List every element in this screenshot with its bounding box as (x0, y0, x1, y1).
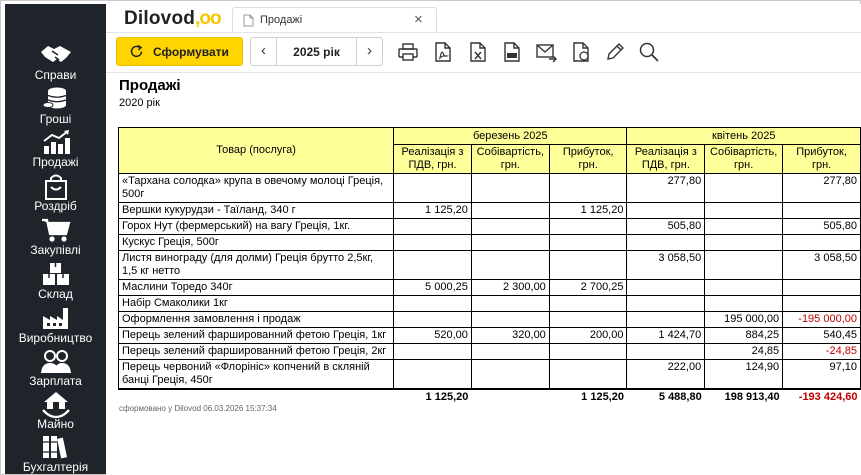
value-cell-m1-profit: 200,00 (549, 328, 627, 344)
header-month-1: березень 2025 (394, 128, 627, 145)
sidebar-item-label: Майно (37, 417, 74, 431)
value-cell-m2-cost (705, 219, 783, 235)
value-cell-m2-rev (627, 296, 705, 312)
sidebar-item-sklad[interactable] (5, 259, 106, 303)
value-cell-m1-rev (394, 219, 472, 235)
value-cell-m2-profit (783, 296, 861, 312)
sales-chart-icon (41, 129, 71, 155)
header-product: Товар (послуга) (119, 128, 394, 174)
sidebar-item-label: Гроші (39, 112, 72, 126)
sidebar-item-zarplata[interactable] (5, 346, 106, 390)
table-row[interactable] (119, 203, 861, 219)
value-cell-m1-profit (549, 251, 627, 280)
previous-period-button[interactable]: ‹ (251, 38, 277, 65)
table-row[interactable] (119, 174, 861, 203)
save-file-icon[interactable] (570, 41, 592, 63)
refresh-icon (129, 44, 144, 59)
value-cell-m2-cost (705, 296, 783, 312)
table-row[interactable] (119, 235, 861, 251)
value-cell-m1-cost (471, 251, 549, 280)
report-title: Продажі (119, 77, 181, 94)
sidebar-item-spravy[interactable] (5, 40, 106, 84)
header-revenue: Реалізація з ПДВ, грн. (394, 145, 472, 174)
total-cell-m2-cost: 198 913,40 (705, 389, 783, 405)
value-cell-m2-profit (783, 280, 861, 296)
sidebar-item-groshi[interactable] (5, 84, 106, 128)
value-cell-m1-profit (549, 312, 627, 328)
value-cell-m1-rev (394, 296, 472, 312)
value-cell-m2-rev (627, 235, 705, 251)
value-cell-m2-profit (783, 235, 861, 251)
value-cell-m2-cost: 24,85 (705, 344, 783, 360)
value-cell-m1-profit (549, 296, 627, 312)
product-name-cell: Маслини Торедо 340г (119, 280, 394, 296)
sidebar-item-maino[interactable] (5, 389, 106, 433)
value-cell-m2-rev: 277,80 (627, 174, 705, 203)
value-cell-m1-cost (471, 235, 549, 251)
total-cell-m2-profit: -193 424,60 (783, 389, 861, 405)
value-cell-m1-cost (471, 203, 549, 219)
sidebar-item-label: Склад (38, 287, 73, 301)
header-profit: Прибуток, грн. (783, 145, 861, 174)
value-cell-m1-rev (394, 235, 472, 251)
books-icon (41, 434, 71, 460)
value-cell-m2-cost (705, 203, 783, 219)
value-cell-m1-cost (471, 219, 549, 235)
table-row[interactable] (119, 296, 861, 312)
value-cell-m2-rev: 3 058,50 (627, 251, 705, 280)
value-cell-m1-rev (394, 251, 472, 280)
export-pdf-icon[interactable] (432, 41, 454, 63)
value-cell-m1-profit (549, 219, 627, 235)
product-name-cell: Оформлення замовлення і продаж (119, 312, 394, 328)
header-cost: Собівартість, грн. (705, 145, 783, 174)
value-cell-m1-rev: 520,00 (394, 328, 472, 344)
sidebar-item-label: Бухгалтерія (22, 460, 89, 474)
top-bar (106, 4, 861, 33)
value-cell-m2-rev (627, 203, 705, 219)
value-cell-m1-profit: 2 700,25 (549, 280, 627, 296)
totals-label-cell (119, 389, 394, 405)
coins-icon (42, 86, 70, 112)
sidebar-item-rozdrib[interactable] (5, 171, 106, 215)
sidebar-item-label: Виробництво (18, 331, 93, 345)
sidebar-item-prodazhi[interactable] (5, 127, 106, 171)
sidebar-item-label: Роздріб (34, 199, 77, 213)
value-cell-m2-rev (627, 312, 705, 328)
value-cell-m2-profit: 540,45 (783, 328, 861, 344)
value-cell-m1-cost (471, 344, 549, 360)
report-subtitle: 2020 рік (119, 97, 160, 109)
value-cell-m1-rev (394, 360, 472, 390)
header-cost: Собівартість, грн. (471, 145, 549, 174)
value-cell-m1-rev: 1 125,20 (394, 203, 472, 219)
value-cell-m1-cost (471, 312, 549, 328)
product-name-cell: Перець зелений фаршированний фетою Греція, 2кг (119, 344, 394, 360)
value-cell-m2-rev: 505,80 (627, 219, 705, 235)
sidebar-item-vyrobnytstvo[interactable] (5, 303, 106, 347)
value-cell-m2-cost (705, 174, 783, 203)
value-cell-m2-profit: -195 000,00 (783, 312, 861, 328)
value-cell-m2-cost: 884,25 (705, 328, 783, 344)
product-name-cell: «Тархана солодка» крупа в овечому молоці Греція, 500г (119, 174, 394, 203)
value-cell-m2-rev: 1 424,70 (627, 328, 705, 344)
value-cell-m2-profit: 505,80 (783, 219, 861, 235)
tab-sales-report[interactable] (232, 7, 437, 33)
sales-table (118, 127, 861, 405)
value-cell-m1-cost (471, 296, 549, 312)
factory-icon (41, 305, 71, 331)
value-cell-m2-profit: 3 058,50 (783, 251, 861, 280)
value-cell-m2-cost (705, 280, 783, 296)
sidebar (5, 4, 106, 474)
value-cell-m2-rev (627, 280, 705, 296)
value-cell-m1-cost: 320,00 (471, 328, 549, 344)
header-month-2: квітень 2025 (627, 128, 861, 145)
value-cell-m2-rev (627, 344, 705, 360)
total-cell-m1-cost (471, 389, 549, 405)
value-cell-m2-profit: 277,80 (783, 174, 861, 203)
report-area (106, 73, 861, 475)
value-cell-m2-cost: 195 000,00 (705, 312, 783, 328)
generated-timestamp: сформовано у Dilovod 06.03.2026 15:37:34 (119, 404, 277, 413)
sidebar-item-zakupivli[interactable] (5, 215, 106, 259)
sidebar-item-label: Зарплата (29, 374, 82, 388)
total-cell-m2-rev: 5 488,80 (627, 389, 705, 405)
product-name-cell: Набір Смаколики 1кг (119, 296, 394, 312)
document-icon (243, 14, 254, 27)
value-cell-m2-cost (705, 235, 783, 251)
value-cell-m1-profit (549, 174, 627, 203)
app-logo[interactable]: Dilovod,oo (124, 8, 221, 29)
value-cell-m1-cost (471, 174, 549, 203)
people-icon (40, 348, 72, 374)
value-cell-m2-profit: -24,85 (783, 344, 861, 360)
value-cell-m1-rev: 5 000,25 (394, 280, 472, 296)
report-toolbar (106, 33, 861, 73)
product-name-cell: Листя винограду (для долми) Греція брутто 2,5кг, 1,5 кг нетто (119, 251, 394, 280)
table-row[interactable] (119, 219, 861, 235)
value-cell-m1-cost (471, 360, 549, 390)
export-excel-icon[interactable] (467, 41, 489, 63)
value-cell-m1-profit (549, 235, 627, 251)
generate-button[interactable] (116, 37, 243, 66)
value-cell-m2-rev: 222,00 (627, 360, 705, 390)
value-cell-m2-profit: 97,10 (783, 360, 861, 390)
edit-icon[interactable] (604, 41, 626, 63)
product-name-cell: Вершки кукурудзи - Таїланд, 340 г (119, 203, 394, 219)
generate-button-label: Сформувати (153, 45, 229, 59)
close-tab-icon[interactable]: × (414, 11, 423, 28)
sidebar-item-bukhgalteriia[interactable] (5, 432, 106, 475)
value-cell-m2-cost (705, 251, 783, 280)
send-email-icon[interactable] (535, 41, 557, 63)
total-cell-m1-profit: 1 125,20 (549, 389, 627, 405)
export-csv-icon[interactable] (501, 41, 523, 63)
boxes-icon (41, 261, 71, 287)
table-row[interactable] (119, 312, 861, 328)
sidebar-item-label: Справи (34, 68, 77, 82)
total-cell-m1-rev: 1 125,20 (394, 389, 472, 405)
handshake-icon (39, 42, 73, 66)
product-name-cell: Кускус Греція, 500г (119, 235, 394, 251)
tab-title: Продажі (260, 14, 303, 26)
product-name-cell: Перець червоний «Флорініс» копчений в скляній банці Греція, 450г (119, 360, 394, 390)
value-cell-m1-rev (394, 312, 472, 328)
value-cell-m2-profit (783, 203, 861, 219)
table-row[interactable] (119, 328, 861, 344)
next-period-button[interactable]: › (356, 38, 382, 65)
value-cell-m1-profit: 1 125,20 (549, 203, 627, 219)
value-cell-m2-cost: 124,90 (705, 360, 783, 390)
print-icon[interactable] (397, 41, 419, 63)
period-value[interactable]: 2025 рік (293, 45, 340, 59)
table-row[interactable] (119, 280, 861, 296)
period-selector (250, 37, 383, 66)
value-cell-m1-profit (549, 344, 627, 360)
product-name-cell: Горох Нут (фермерський) на вагу Греція, 1кг. (119, 219, 394, 235)
search-icon[interactable] (638, 41, 660, 63)
value-cell-m1-rev (394, 174, 472, 203)
totals-row (119, 389, 861, 405)
table-row[interactable] (119, 344, 861, 360)
shopping-bag-icon (43, 173, 69, 201)
product-name-cell: Перець зелений фаршированний фетою Греція, 1кг (119, 328, 394, 344)
value-cell-m1-cost: 2 300,00 (471, 280, 549, 296)
house-hand-icon (41, 391, 71, 419)
value-cell-m1-profit (549, 360, 627, 390)
cart-icon (41, 217, 71, 243)
header-revenue: Реалізація з ПДВ, грн. (627, 145, 705, 174)
sidebar-item-label: Закупівлі (30, 243, 81, 257)
sidebar-item-label: Продажі (32, 155, 79, 169)
table-row[interactable] (119, 251, 861, 280)
header-profit: Прибуток, грн. (549, 145, 627, 174)
value-cell-m1-rev (394, 344, 472, 360)
table-row[interactable] (119, 360, 861, 390)
